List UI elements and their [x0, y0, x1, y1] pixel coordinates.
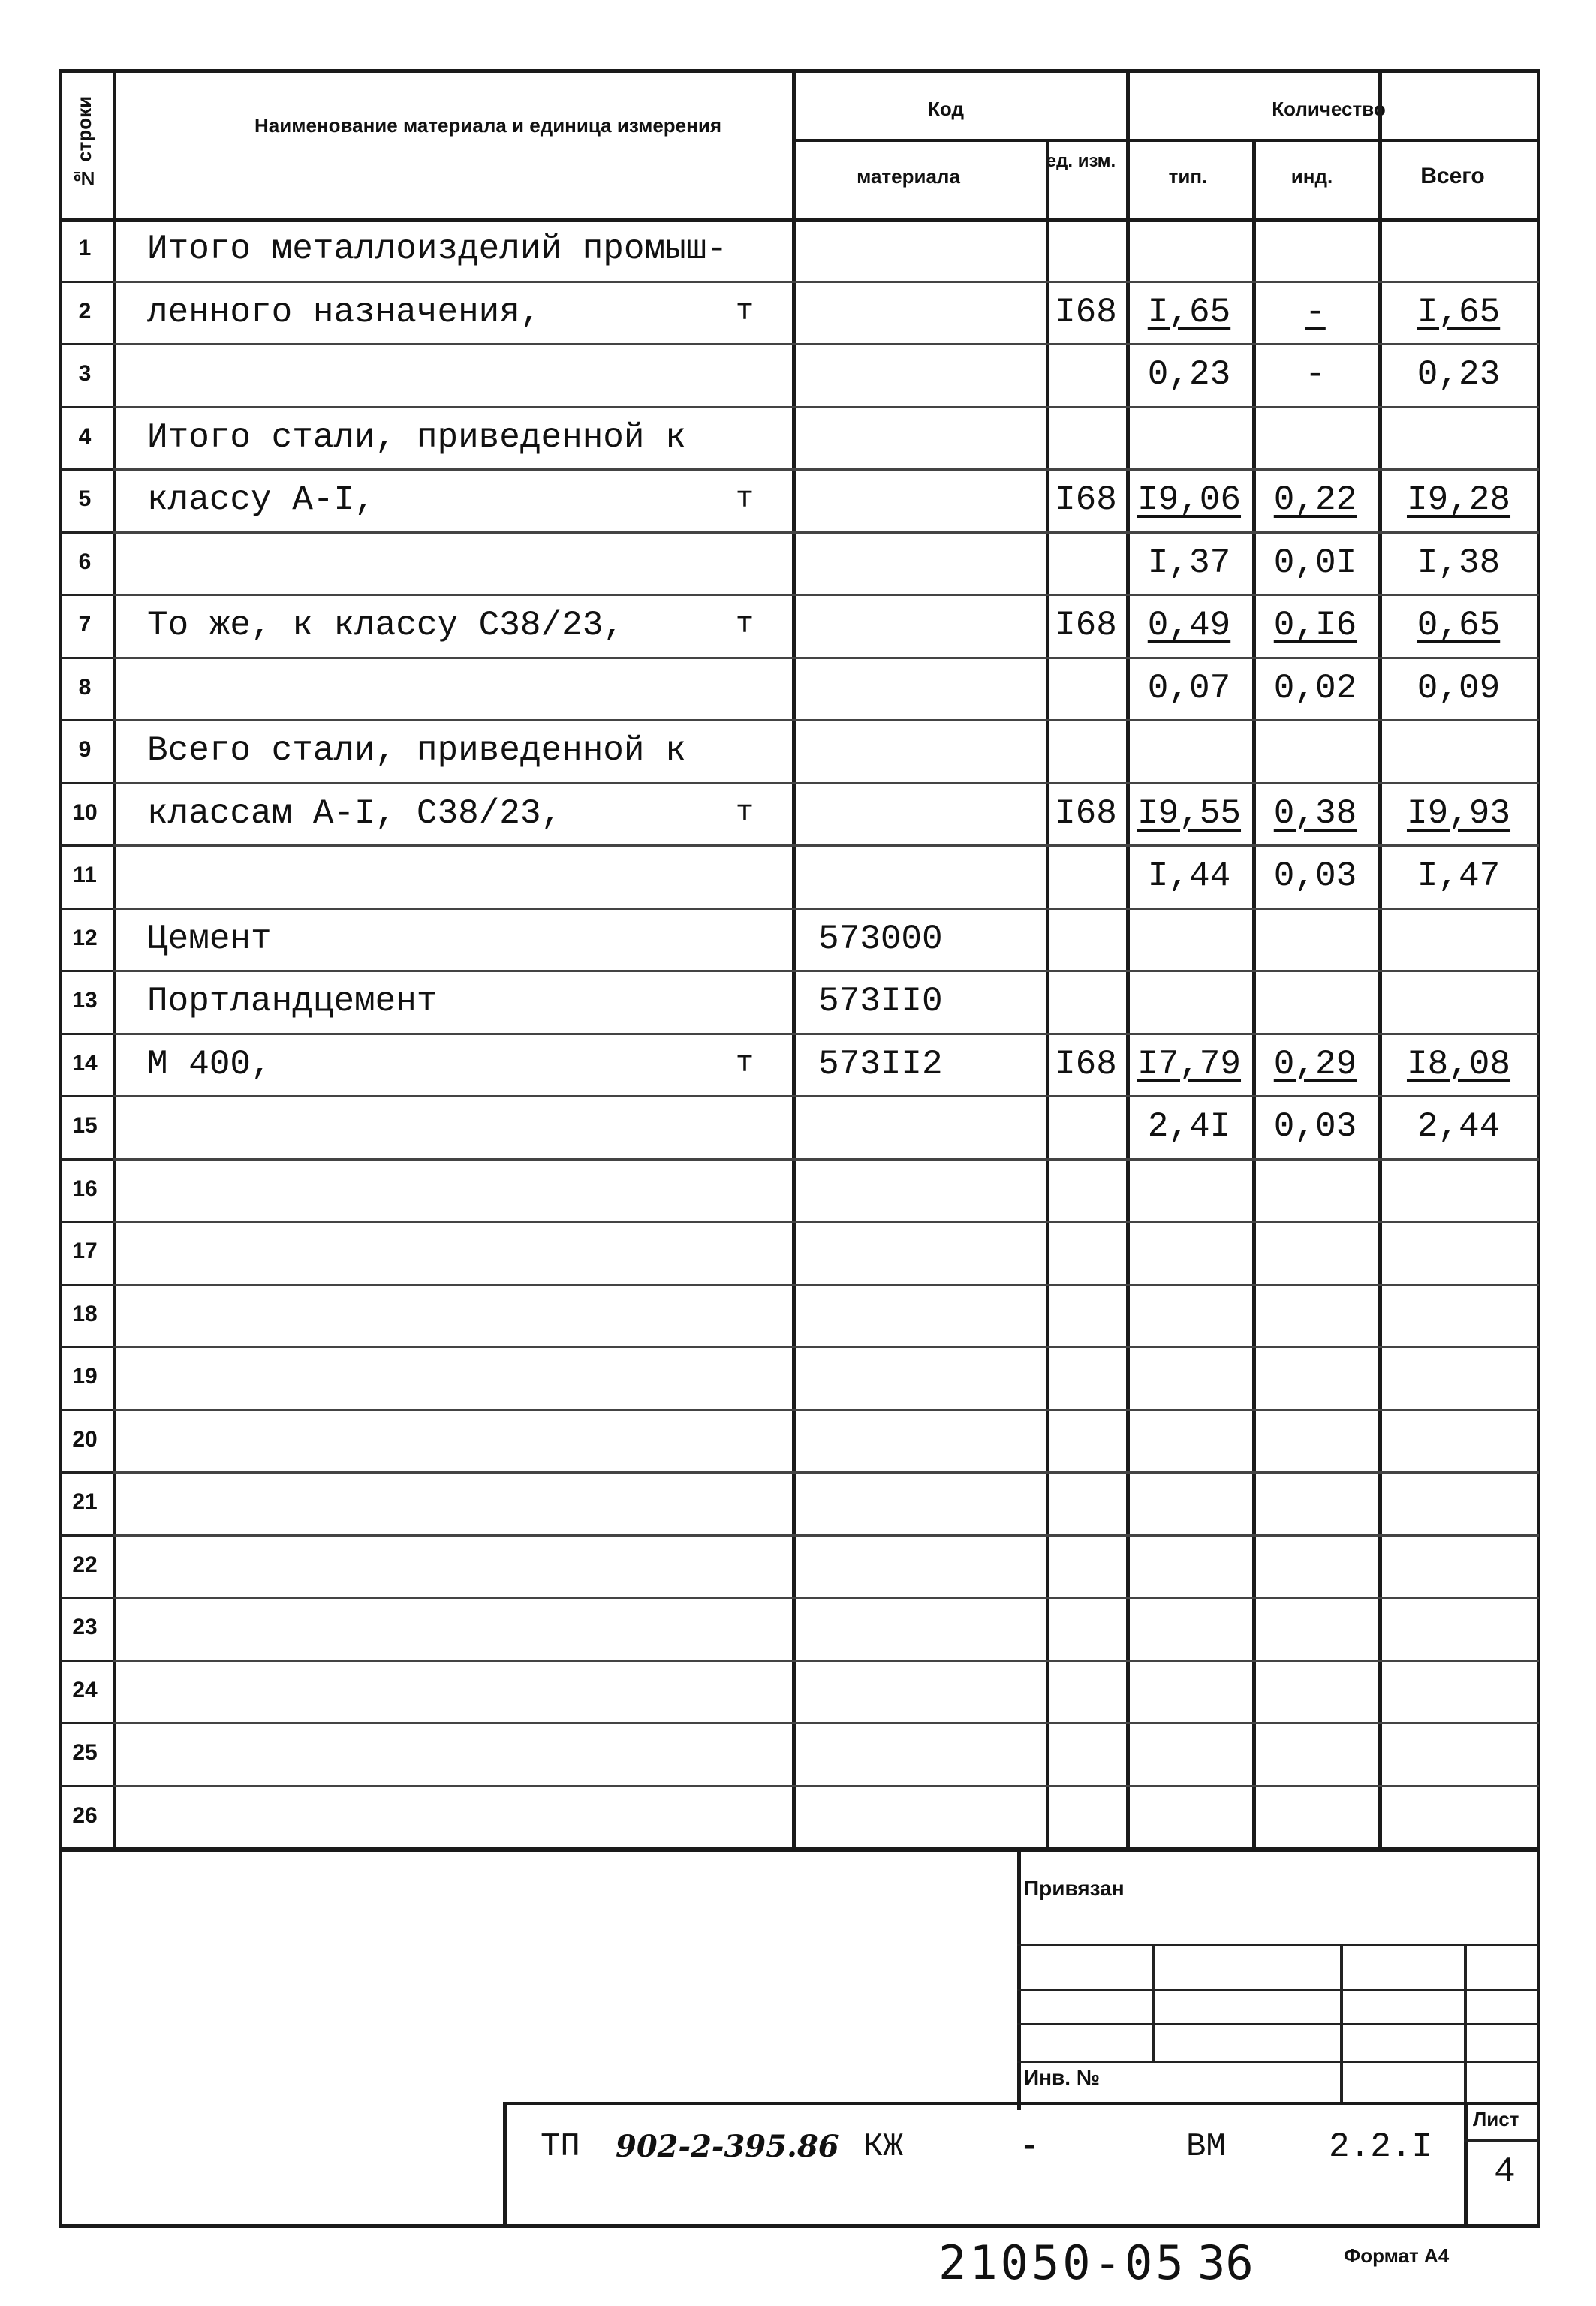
qty-ind	[1252, 1355, 1378, 1400]
material-name: классам А-I, С38/23,	[147, 793, 562, 833]
qty-typ	[1126, 979, 1252, 1024]
qty-total: I8,08	[1406, 1044, 1511, 1084]
row-line	[60, 1284, 113, 1286]
row-line	[113, 657, 1539, 659]
title-block-left	[503, 2102, 507, 2228]
header-quantity: Количество	[1272, 98, 1386, 120]
row-line	[60, 531, 113, 534]
unit-code: I68	[1055, 480, 1117, 519]
row-line	[113, 1660, 1539, 1662]
qty-total	[1378, 1480, 1539, 1525]
qty-ind: 0,29	[1273, 1044, 1357, 1084]
qty-typ	[1126, 1355, 1252, 1400]
qty-total	[1378, 1731, 1539, 1776]
row-number: 14	[72, 1050, 98, 1076]
material-name: М 400,	[147, 1044, 272, 1084]
qty-typ: 0,23	[1147, 355, 1231, 394]
qty-typ	[1126, 1418, 1252, 1463]
qty-typ	[1126, 917, 1252, 962]
row-line	[113, 719, 1539, 721]
qty-total: I,38	[1417, 543, 1501, 583]
row-line	[113, 594, 1539, 596]
qty-total	[1378, 1543, 1539, 1588]
unit-code	[1046, 979, 1126, 1024]
row-line	[60, 1471, 113, 1474]
row-line	[60, 908, 113, 910]
qty-ind	[1252, 1418, 1378, 1463]
header-qty-ind: инд.	[1290, 165, 1333, 188]
row-line	[113, 1597, 1539, 1599]
row-line	[60, 1534, 113, 1537]
unit-code	[1046, 666, 1126, 711]
qty-typ	[1126, 415, 1252, 460]
row-number: 24	[72, 1677, 98, 1702]
unit-code	[1046, 1418, 1126, 1463]
footer-format: Формат А4	[1344, 2244, 1450, 2267]
unit-label: т	[736, 483, 754, 516]
row-line	[60, 844, 113, 847]
qty-typ: I,65	[1147, 292, 1231, 332]
stamp-tp: ТП	[541, 2128, 580, 2166]
row-line	[113, 468, 1539, 471]
material-name: классу А-I,	[147, 480, 375, 519]
qty-ind	[1252, 1167, 1378, 1212]
qty-total	[1378, 1230, 1539, 1275]
row-number: 22	[72, 1552, 98, 1577]
row-number: 8	[78, 674, 92, 700]
header-code-unit: ед. изм.	[1046, 151, 1116, 171]
unit-code	[1046, 540, 1126, 586]
row-number: 3	[78, 361, 92, 386]
stamp-line-4	[1017, 2061, 1539, 2063]
qty-total	[1378, 917, 1539, 962]
qty-ind	[1252, 979, 1378, 1024]
qty-total	[1378, 1293, 1539, 1338]
row-number: 23	[72, 1615, 98, 1639]
unit-code	[1046, 352, 1126, 397]
stamp-vm: ВМ	[1186, 2128, 1226, 2166]
qty-total: 0,09	[1417, 668, 1501, 708]
unit-code	[1046, 917, 1126, 962]
qty-ind	[1252, 415, 1378, 460]
table-bottom-line	[60, 1847, 1539, 1852]
qty-typ: I,37	[1147, 543, 1231, 583]
stamp-line-1	[1017, 1944, 1539, 1946]
row-number: 25	[72, 1740, 98, 1765]
row-number: 17	[72, 1239, 98, 1263]
row-line	[113, 1221, 1539, 1223]
header-code: Код	[928, 98, 964, 120]
qty-typ	[1126, 1606, 1252, 1651]
row-line	[113, 1534, 1539, 1537]
row-line	[60, 1095, 113, 1097]
unit-code: I68	[1055, 1044, 1117, 1084]
row-number: 6	[78, 549, 92, 574]
qty-total: I,47	[1417, 856, 1501, 896]
qty-ind	[1252, 1293, 1378, 1338]
row-number: 16	[72, 1176, 98, 1201]
row-line	[60, 281, 113, 283]
row-line	[60, 1221, 113, 1223]
row-line	[113, 908, 1539, 910]
row-line	[60, 406, 113, 408]
qty-total	[1378, 728, 1539, 773]
qty-typ	[1126, 1167, 1252, 1212]
qty-typ: I9,55	[1137, 793, 1242, 833]
material-name: Итого металлоизделий промыш-	[147, 230, 727, 269]
row-line	[113, 406, 1539, 408]
qty-typ	[1126, 1794, 1252, 1839]
qty-total	[1378, 1606, 1539, 1651]
row-number: 19	[72, 1364, 98, 1389]
row-line	[113, 1722, 1539, 1724]
row-number: 11	[73, 862, 97, 887]
material-code: 573II0	[818, 982, 943, 1021]
row-line	[60, 594, 113, 596]
header-qty-total: Всего	[1420, 164, 1485, 188]
row-line	[60, 1346, 113, 1348]
row-number: 5	[78, 486, 92, 511]
title-block-top	[503, 2102, 1539, 2105]
row-line	[113, 1471, 1539, 1474]
material-name: Итого стали, приведенной к	[147, 417, 686, 457]
row-line	[113, 782, 1539, 784]
material-name: Цемент	[147, 919, 272, 959]
stamp-inv-no: Инв. №	[1024, 2066, 1101, 2089]
qty-typ: 0,49	[1147, 606, 1231, 645]
qty-ind	[1252, 1669, 1378, 1714]
qty-ind	[1252, 1794, 1378, 1839]
row-number: 21	[72, 1489, 98, 1514]
qty-ind: 0,03	[1273, 856, 1357, 896]
row-line	[113, 1095, 1539, 1097]
row-number: 18	[72, 1301, 98, 1326]
qty-ind	[1252, 1480, 1378, 1525]
stamp-sheet-label: Лист	[1473, 2108, 1519, 2130]
row-number: 4	[78, 423, 92, 449]
qty-ind: 0,I6	[1273, 606, 1357, 645]
qty-ind: 0,38	[1273, 793, 1357, 833]
qty-ind	[1252, 1543, 1378, 1588]
stamp-col-3	[1464, 1944, 1467, 2102]
qty-typ: I9,06	[1137, 480, 1242, 519]
qty-ind	[1252, 728, 1378, 773]
row-line	[113, 281, 1539, 283]
qty-typ	[1126, 1230, 1252, 1275]
unit-code	[1046, 1355, 1126, 1400]
sheet-cell-divider	[1464, 2139, 1539, 2142]
footer-page-number: 36	[1197, 2235, 1254, 2290]
qty-total	[1378, 227, 1539, 272]
qty-ind: -	[1305, 292, 1326, 332]
unit-code: I68	[1055, 793, 1117, 833]
row-line	[113, 343, 1539, 345]
qty-ind: 0,02	[1273, 668, 1357, 708]
row-number: 2	[78, 298, 92, 324]
row-line	[60, 1660, 113, 1662]
qty-total: 2,44	[1417, 1107, 1501, 1146]
unit-code: I68	[1055, 606, 1117, 645]
col-line-number	[113, 69, 116, 1847]
qty-ind: 0,0I	[1273, 543, 1357, 583]
row-line	[113, 1284, 1539, 1286]
qty-typ: 0,07	[1147, 668, 1231, 708]
stamp-left-line	[1017, 1847, 1021, 2110]
unit-code: I68	[1055, 292, 1117, 332]
unit-code	[1046, 227, 1126, 272]
row-line	[60, 970, 113, 972]
row-number: 7	[78, 612, 92, 637]
row-line	[60, 1409, 113, 1411]
qty-ind: 0,22	[1273, 480, 1357, 519]
row-line	[113, 1409, 1539, 1411]
qty-typ	[1126, 1480, 1252, 1525]
row-number: 20	[72, 1426, 98, 1452]
col-line-code	[792, 69, 796, 1847]
material-code: 573II2	[818, 1044, 943, 1084]
row-line	[60, 657, 113, 659]
stamp-section: 2.2.I	[1329, 2127, 1433, 2166]
qty-total: 0,23	[1417, 355, 1501, 394]
unit-code	[1046, 1293, 1126, 1338]
row-line	[113, 844, 1539, 847]
row-line	[60, 782, 113, 784]
row-line	[113, 1346, 1539, 1348]
row-number: 12	[72, 925, 98, 950]
stamp-col-1	[1152, 1944, 1155, 2061]
unit-code	[1046, 1167, 1126, 1212]
qty-ind	[1252, 227, 1378, 272]
header-name: Наименование материала и единица измерения	[254, 114, 722, 137]
qty-total	[1378, 979, 1539, 1024]
stamp-dash: -	[1019, 2128, 1040, 2166]
unit-code	[1046, 1731, 1126, 1776]
row-line	[60, 1785, 113, 1787]
unit-code	[1046, 1104, 1126, 1149]
row-line	[60, 1033, 113, 1035]
qty-ind	[1252, 917, 1378, 962]
row-number: 13	[72, 988, 98, 1013]
qty-total	[1378, 1669, 1539, 1714]
qty-total	[1378, 415, 1539, 460]
row-number: 9	[78, 737, 92, 762]
row-line	[60, 343, 113, 345]
qty-typ	[1126, 1731, 1252, 1776]
unit-code	[1046, 1543, 1126, 1588]
row-number: 26	[72, 1802, 98, 1828]
qty-total	[1378, 1418, 1539, 1463]
row-line	[113, 531, 1539, 534]
qty-typ: I7,79	[1137, 1044, 1242, 1084]
row-line	[60, 719, 113, 721]
qty-ind	[1252, 1731, 1378, 1776]
qty-total	[1378, 1167, 1539, 1212]
row-number: 10	[72, 799, 98, 825]
qty-typ: 2,4I	[1147, 1107, 1231, 1146]
unit-label: т	[736, 796, 754, 830]
qty-total: I9,93	[1406, 793, 1511, 833]
header-qty-typ: тип.	[1168, 165, 1208, 188]
stamp-sheet-number: 4	[1494, 2152, 1516, 2193]
material-name: Портландцемент	[147, 982, 438, 1021]
unit-label: т	[736, 1046, 754, 1081]
stamp-kzh: КЖ	[863, 2128, 903, 2166]
unit-label: т	[736, 608, 754, 642]
qty-total: 0,65	[1417, 606, 1501, 645]
qty-ind: 0,03	[1273, 1107, 1357, 1146]
header-code-material: материала	[857, 165, 960, 188]
qty-total	[1378, 1355, 1539, 1400]
row-line	[60, 1722, 113, 1724]
qty-ind: -	[1305, 355, 1326, 394]
unit-code	[1046, 1794, 1126, 1839]
qty-typ	[1126, 1669, 1252, 1714]
unit-code	[1046, 1606, 1126, 1651]
stamp-privyazan: Привязан	[1024, 1877, 1125, 1900]
material-name: То же, к классу С38/23,	[147, 606, 624, 645]
qty-typ	[1126, 1293, 1252, 1338]
unit-code	[1046, 728, 1126, 773]
header-bottom-line	[60, 218, 1539, 222]
qty-total	[1378, 1794, 1539, 1839]
row-line	[113, 1785, 1539, 1787]
unit-code	[1046, 853, 1126, 899]
qty-total: I,65	[1417, 292, 1501, 332]
unit-code	[1046, 1669, 1126, 1714]
row-line	[113, 970, 1539, 972]
row-number: 1	[78, 236, 92, 260]
material-name: Всего стали, приведенной к	[147, 731, 686, 770]
material-name: ленного назначения,	[147, 292, 541, 332]
row-line	[60, 468, 113, 471]
row-line	[60, 1597, 113, 1599]
header-row-number: № строки	[73, 95, 95, 190]
qty-typ	[1126, 1543, 1252, 1588]
stamp-line-2	[1017, 1989, 1539, 1991]
qty-total: I9,28	[1406, 480, 1511, 519]
qty-typ: I,44	[1147, 856, 1231, 896]
qty-ind	[1252, 1606, 1378, 1651]
header-subdivider	[792, 139, 1539, 142]
qty-ind	[1252, 1230, 1378, 1275]
footer-doc-number: 21050-05	[938, 2235, 1187, 2290]
stamp-tp-code: 902-2-395.86	[616, 2129, 839, 2164]
row-line	[113, 1033, 1539, 1035]
qty-typ	[1126, 728, 1252, 773]
row-line	[60, 1158, 113, 1161]
sheet-cell-left	[1464, 2102, 1468, 2228]
material-code: 573000	[818, 919, 943, 959]
row-line	[113, 1158, 1539, 1161]
unit-code	[1046, 1230, 1126, 1275]
stamp-col-2	[1340, 1944, 1343, 2102]
row-number: 15	[72, 1113, 98, 1138]
unit-code	[1046, 415, 1126, 460]
unit-code	[1046, 1480, 1126, 1525]
qty-typ	[1126, 227, 1252, 272]
unit-label: т	[736, 294, 754, 329]
stamp-line-3	[1017, 2023, 1539, 2025]
